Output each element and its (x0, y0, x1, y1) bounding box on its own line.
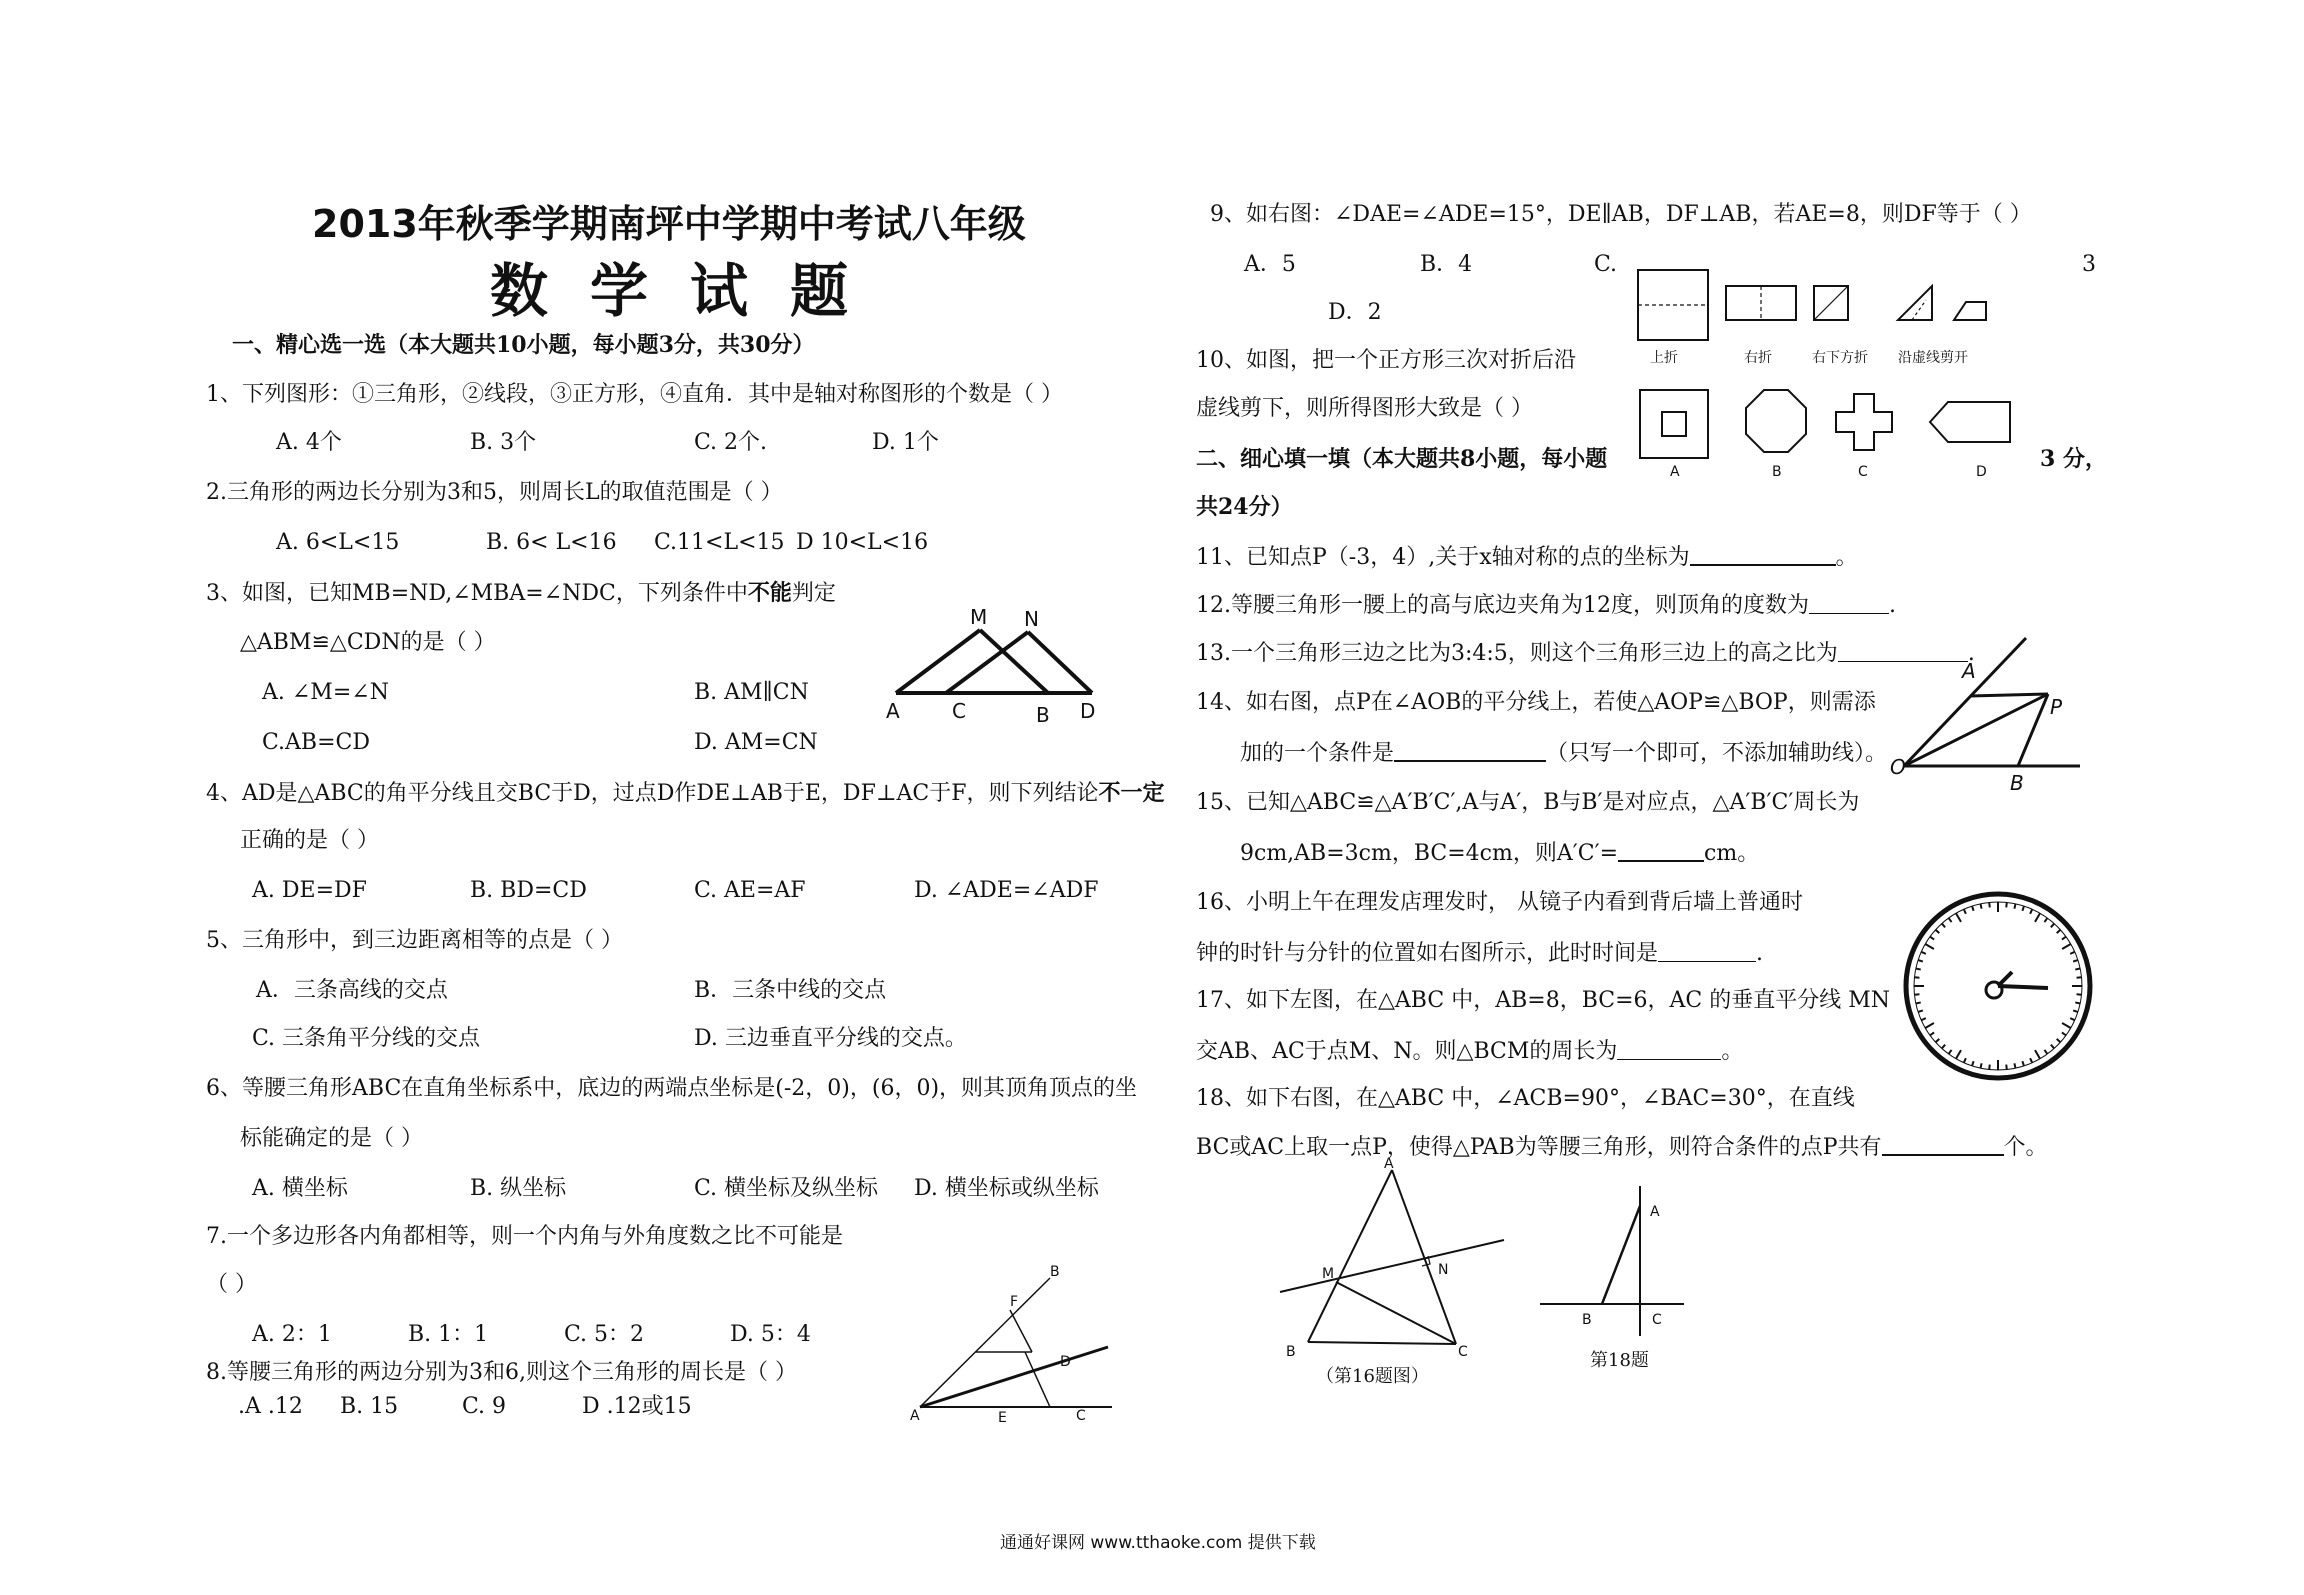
clock-tick (1989, 902, 1990, 907)
clock-tick (2030, 1058, 2032, 1063)
footer-source: 通通好课网 www.tthaoke.com 提供下载 (1000, 1533, 1316, 1553)
q4-option-b: B. BD=CD (470, 878, 587, 903)
q12-question (1196, 592, 1896, 619)
q3-stem-line2: △ABM≌△CDN的是（ ） (240, 630, 496, 655)
clock-tick (1914, 994, 1919, 995)
q1-stem: 1、下列图形：①三角形，②线段，③正方形，④直角．其中是轴对称图形的个数是（ ） (206, 382, 1063, 407)
q14-figure (1890, 632, 2090, 795)
clock-tick (2014, 1063, 2015, 1068)
q7-option-a: A. 2：1 (252, 1322, 332, 1347)
q18-stem-line2: BC或AC上取一点P，使得△PAB为等腰三角形，则符合条件的点P共有 (1196, 1135, 1882, 1160)
q4-stem-emphasis: 不一定 (1098, 780, 1165, 806)
q6-option-d: D. 横坐标或纵坐标 (914, 1176, 1099, 1201)
q9-option-b: B．4 (1420, 252, 1473, 277)
q4-option-c: C. AE=AF (694, 878, 806, 903)
q17-question-line2 (1196, 1038, 1743, 1065)
clock-tick (1972, 906, 1974, 911)
q10-step-2-label: 右折 (1744, 350, 1772, 366)
q18-end: 个。 (2003, 1135, 2048, 1160)
q9-option-c: C. (1594, 252, 1618, 277)
q10-option-c: C (1858, 464, 1868, 480)
q10-option-a: A (1670, 464, 1680, 480)
q17-label-b: B (1286, 1344, 1296, 1360)
q9-label-b: B (1050, 1264, 1060, 1280)
q17-label-a: A (1384, 1156, 1394, 1172)
q14-stem-line2: 加的一个条件是 (1240, 741, 1395, 766)
q15-answer-blank[interactable] (1618, 840, 1704, 862)
q9-label-a: A (910, 1408, 920, 1424)
q3-label-b: B (1036, 703, 1050, 727)
clock-tick (1925, 1023, 1934, 1028)
clock-tick (1930, 1032, 1934, 1035)
q3-option-d: D. AM=CN (694, 730, 818, 755)
q9-figure (910, 1262, 1120, 1426)
q8-option-c: C. 9 (462, 1394, 507, 1419)
section-2-heading-points: 3 分， (2040, 446, 2107, 472)
q4-stem (206, 780, 1165, 807)
clock-tick (1936, 930, 1940, 933)
exam-title: 2013年秋季学期南坪中学期中考试八年级 (312, 202, 1026, 246)
q11-answer-blank[interactable] (1690, 544, 1836, 566)
clock-tick (2057, 930, 2061, 933)
q17-end: 。 (1721, 1039, 1744, 1064)
q3-label-m: M (970, 605, 988, 629)
q11-end: 。 (1835, 545, 1858, 570)
q11-stem: 11、已知点P（-3，4）,关于x轴对称的点的坐标为 (1196, 545, 1690, 570)
clock-tick (1989, 1065, 1990, 1070)
q10-options-figure (1636, 386, 2016, 480)
q9-label-c: C (1076, 1408, 1086, 1424)
q10-step-1-label: 上折 (1650, 350, 1678, 366)
clock-tick (1916, 1002, 1921, 1003)
q4-option-d: D. ∠ADE=∠ADF (914, 878, 1099, 903)
clock-tick (1949, 1050, 1952, 1054)
section-1-heading: 一、精心选一选（本大题共10小题，每小题3分，共30分） (232, 332, 815, 358)
q9-label-d: D (1060, 1354, 1071, 1370)
q16-end: . (1756, 941, 1764, 966)
q6-option-a: A. 横坐标 (252, 1176, 348, 1201)
q14-end: （只写一个即可，不添加辅助线）。 (1546, 741, 1888, 766)
q18-label-a: A (1650, 1204, 1660, 1220)
clock-tick (1972, 1061, 1974, 1066)
clock-tick (1964, 909, 1966, 914)
clock-tick (2077, 977, 2082, 978)
clock-tick (2075, 1002, 2080, 1003)
clock-tick (2070, 1018, 2075, 1020)
clock-tick (1921, 1018, 1926, 1020)
q16-stem: 16、小明上午在理发店理发时， 从镜子内看到背后墙上普通时 (1196, 890, 1803, 915)
q8-stem: 8.等腰三角形的两边分别为3和6,则这个三角形的周长是（ ） (206, 1360, 797, 1385)
clock-tick (1981, 1063, 1982, 1068)
q15-stem: 15、已知△ABC≌△A′B′C′,A与A′，B与B′是对应点，△A′B′C′周长为 (1196, 790, 1860, 815)
q3-option-a: A. ∠M=∠N (262, 680, 389, 705)
q14-stem: 14、如右图，点P在∠AOB的平分线上，若使△AOP≌△BOP，则需添 (1196, 690, 1876, 715)
clock-tick (2070, 952, 2075, 954)
q5-stem: 5、三角形中，到三边距离相等的点是（ ） (206, 928, 623, 953)
clock-tick (1936, 1039, 1940, 1042)
q18-question-line2 (1196, 1134, 2048, 1161)
q15-end: cm。 (1704, 841, 1760, 866)
clock-tick (1918, 960, 1923, 962)
q3-stem-emphasis: 不能 (747, 580, 792, 606)
clock-tick (1942, 924, 1945, 928)
q3-option-c: C.AB=CD (262, 730, 371, 755)
q18-label-b: B (1582, 1312, 1592, 1328)
q9-stem: 9、如右图：∠DAE=∠ADE=15°，DE∥AB，DF⊥AB，若AE=8，则DF等于（ ） (1210, 202, 2032, 227)
q13-question (1196, 640, 1975, 667)
clock-tick (2073, 1010, 2078, 1012)
q3-stem-part3: 判定 (791, 581, 836, 606)
q9-option-a: A．5 (1244, 252, 1296, 277)
clock-tick (1918, 1010, 1923, 1012)
clock-tick (2062, 1032, 2066, 1035)
q14-label-b: B (2010, 771, 2024, 795)
q16-stem-line2: 钟的时针与分针的位置如右图所示，此时时间是 (1196, 941, 1659, 966)
clock-tick (1956, 913, 1961, 922)
clock-tick (2051, 1045, 2054, 1049)
q2-option-d: D 10<L<16 (796, 530, 929, 555)
clock-tick (2044, 1050, 2047, 1054)
q1-option-c: C. 2个. (694, 430, 768, 455)
q3-label-c: C (952, 699, 966, 723)
clock-tick (1956, 1050, 1961, 1059)
q2-stem: 2.三角形的两边长分别为3和5，则周长L的取值范围是（ ） (206, 480, 783, 505)
clock-tick (1981, 904, 1982, 909)
q3-figure (880, 600, 1110, 730)
section-2-heading-total: 共24分） (1196, 494, 1293, 520)
q7-option-c: C. 5：2 (564, 1322, 645, 1347)
q3-option-b: B. AM∥CN (694, 680, 809, 705)
q1-option-b: B. 3个 (470, 430, 537, 455)
q10-option-d: D (1976, 464, 1987, 480)
q12-answer-blank[interactable] (1809, 592, 1889, 614)
clock-tick (2062, 1023, 2071, 1028)
q10-option-b: B (1772, 464, 1782, 480)
q18-answer-blank[interactable] (1882, 1134, 2004, 1156)
q18-label-c: C (1652, 1312, 1662, 1328)
clock-icon (1898, 886, 2098, 1086)
q6-stem-line2: 标能确定的是（ ） (240, 1126, 423, 1151)
clock-tick (2062, 937, 2066, 940)
q10-step-3-label: 右下方折 (1812, 350, 1868, 366)
q14-answer-blank[interactable] (1394, 740, 1546, 762)
q17-label-n: N (1438, 1262, 1449, 1278)
q15-stem-line2: 9cm,AB=3cm，BC=4cm，则A′C′= (1240, 841, 1619, 866)
q7-option-d: D. 5：4 (730, 1322, 811, 1347)
q3-stem-part1: 3、如图，已知MB=ND,∠MBA=∠NDC，下列条件中 (206, 581, 748, 606)
q3-label-n: N (1024, 607, 1039, 631)
q12-end: . (1888, 593, 1896, 618)
clock-tick (2073, 960, 2078, 962)
clock-tick (2035, 1050, 2040, 1059)
q9-option-c-value: 3 (2082, 252, 2096, 277)
q9-label-e: E (998, 1410, 1007, 1426)
clock-tick (1914, 977, 1919, 978)
q1-option-d: D. 1个 (872, 430, 939, 455)
q3-stem (206, 580, 836, 607)
clock-tick (2035, 913, 2040, 922)
q17-label-c: C (1458, 1344, 1468, 1360)
q2-option-a: A. 6<L<15 (276, 530, 400, 555)
q7-stem-line2: （ ） (206, 1272, 257, 1297)
clock-tick (1921, 952, 1926, 954)
q6-option-b: B. 纵坐标 (470, 1176, 567, 1201)
q13-end: . (1967, 641, 1975, 666)
clock-tick (2022, 1061, 2024, 1066)
q6-stem: 6、等腰三角形ABC在直角坐标系中，底边的两端点坐标是(-2，0)，(6，0)，则其顶角顶点的坐 (206, 1076, 1138, 1101)
q16-question-line2 (1196, 940, 1763, 967)
clock-tick (1964, 1058, 1966, 1063)
q10-step-4-label: 沿虚线剪开 (1898, 350, 1968, 366)
clock-tick (2077, 994, 2082, 995)
q4-stem-line2: 正确的是（ ） (240, 828, 379, 853)
q14-label-p: P (2050, 695, 2063, 719)
clock-tick (1949, 918, 1952, 922)
clock-tick (2057, 1039, 2061, 1042)
q16-answer-blank[interactable] (1658, 940, 1756, 962)
q9-option-d: D．2 (1328, 300, 1382, 325)
section-2-heading: 二、细心填一填（本大题共8小题，每小题 (1196, 446, 1608, 472)
q4-option-a: A. DE=DF (252, 878, 367, 903)
clock-tick (1930, 937, 1934, 940)
q15-question-line2 (1240, 840, 1759, 867)
clock-tick (1925, 944, 1934, 949)
exam-subtitle: 数学试题 (490, 257, 891, 325)
q11-question (1196, 544, 1858, 571)
q2-option-b: B. 6< L<16 (486, 530, 617, 555)
q5-option-a: A．三条高线的交点 (256, 978, 448, 1003)
q2-option-c: C.11<L<15 (654, 530, 785, 555)
q5-option-b: B．三条中线的交点 (694, 978, 887, 1003)
q17-figure (1280, 1156, 1520, 1360)
clock-tick (2022, 906, 2024, 911)
q17-stem-line2: 交AB、AC于点M、N。则△BCM的周长为 (1196, 1039, 1618, 1064)
clock-tick (2014, 904, 2015, 909)
clock-tick (2051, 924, 2054, 928)
q4-stem-part1: 4、AD是△ABC的角平分线且交BC于D，过点D作DE⊥AB于E，DF⊥AC于F，则下列结论 (206, 781, 1099, 806)
q10-stem-line2: 虚线剪下，则所得图形大致是（ ） (1196, 396, 1533, 421)
clock-tick (1942, 1045, 1945, 1049)
q17-label-m: M (1322, 1266, 1335, 1282)
q17-stem: 17、如下左图，在△ABC 中，AB=8，BC=6，AC 的垂直平分线 MN (1196, 988, 1891, 1013)
q14-question-line2 (1240, 740, 1887, 767)
clock-tick (2075, 969, 2080, 970)
q7-stem: 7.一个多边形各内角都相等，则一个内角与外角度数之比不可能是 (206, 1224, 843, 1249)
q7-option-b: B. 1：1 (408, 1322, 489, 1347)
q18-stem: 18、如下右图，在△ABC 中，∠ACB=90°，∠BAC=30°，在直线 (1196, 1086, 1855, 1111)
q10-stem: 10、如图，把一个正方形三次对折后沿 (1196, 348, 1576, 373)
q18-figure-caption: 第18题 (1590, 1350, 1649, 1371)
q14-label-a: A (1962, 659, 1976, 683)
q8-option-d: D .12或15 (582, 1394, 692, 1419)
q12-stem: 12.等腰三角形一腰上的高与底边夹角为12度，则顶角的度数为 (1196, 593, 1809, 618)
q8-option-a: .A .12 (238, 1394, 303, 1419)
q3-label-d: D (1080, 699, 1096, 723)
q5-option-c: C. 三条角平分线的交点 (252, 1026, 481, 1051)
clock-tick (2044, 918, 2047, 922)
q1-option-a: A. 4个 (276, 430, 342, 455)
q13-stem: 13.一个三角形三边之比为3:4:5，则这个三角形三边上的高之比为 (1196, 641, 1838, 666)
clock-tick (2006, 1065, 2007, 1070)
q8-option-b: B. 15 (340, 1394, 399, 1419)
q3-label-a: A (886, 699, 900, 723)
q5-option-d: D. 三边垂直平分线的交点。 (694, 1026, 967, 1051)
clock-tick (2062, 944, 2071, 949)
q10-folding-steps-figure (1636, 266, 1996, 366)
clock-tick (1916, 969, 1921, 970)
q9-label-f: F (1010, 1294, 1019, 1310)
q17-answer-blank[interactable] (1617, 1038, 1721, 1060)
q14-label-o: O (1890, 755, 1906, 779)
q18-figure (1540, 1186, 1690, 1336)
q17-figure-caption: （第16题图） (1316, 1366, 1429, 1387)
clock-tick (2006, 902, 2007, 907)
q6-option-c: C. 横坐标及纵坐标 (694, 1176, 879, 1201)
clock-tick (2030, 909, 2032, 914)
